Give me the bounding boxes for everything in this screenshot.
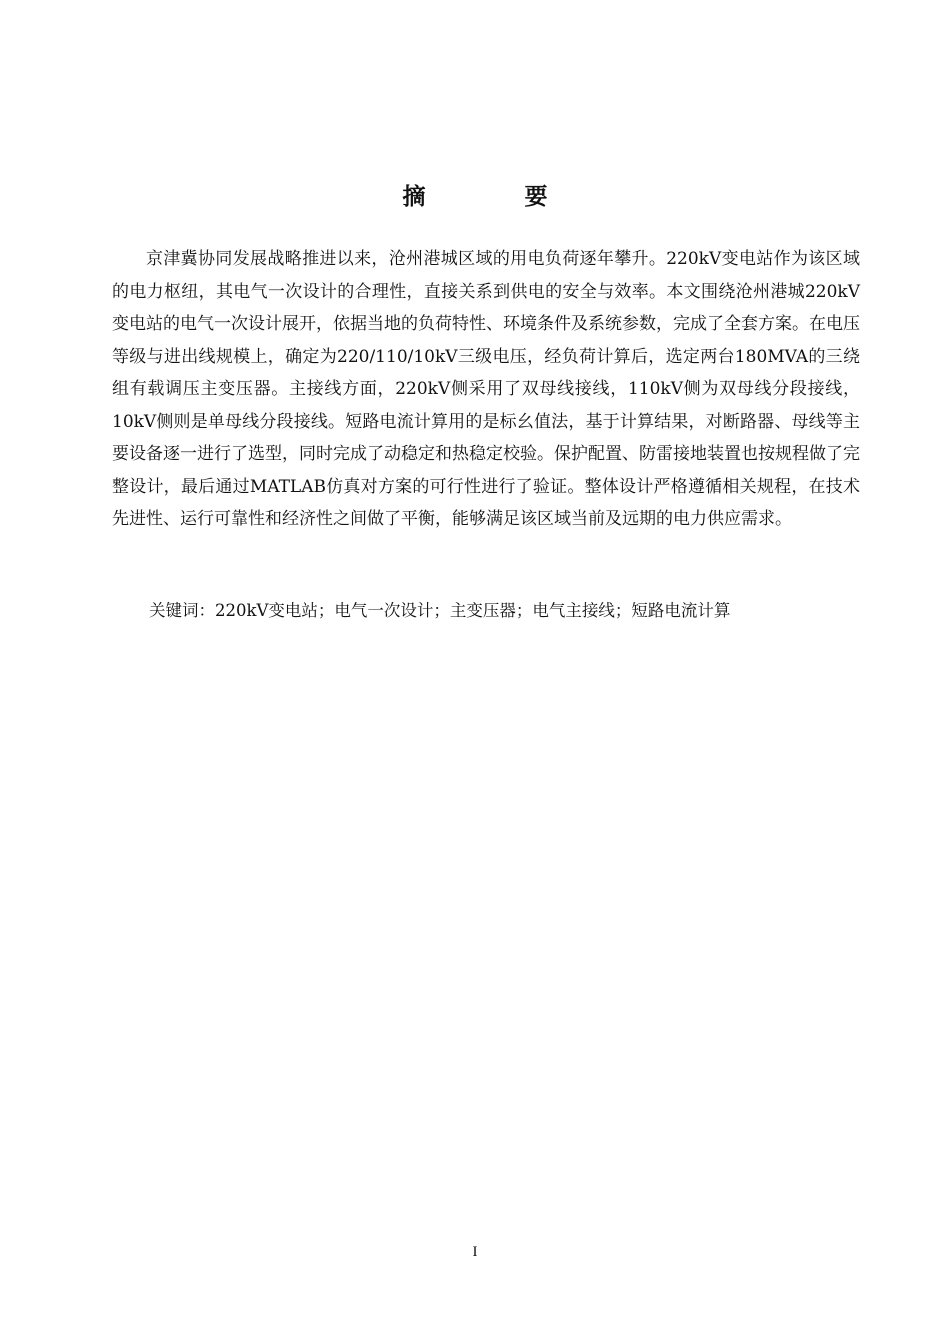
abstract-title: 摘 要	[402, 183, 586, 210]
abstract-body: 京津冀协同发展战略推进以来，沧州港城区域的用电负荷逐年攀升。220kV变电站作为该区域的电力枢纽，其电气一次设计的合理性，直接关系到供电的安全与效率。本文围绕沧州港城220kV变电站的电气一次设计展开，依据当地的负荷特性、环境条件及系统参数，完成了全套方案。在电压等级与进出线规模上，确定为220/110/10kV三级电压，经负荷计算后，选定两台180MVA的三绕组有载调压主变压器。主接线方面，220kV侧采用了双母线接线，110kV侧为双母线分段接线，10kV侧则是单母线分段接线。短路电流计算用的是标幺值法，基于计算结果，对断路器、母线等主要设备逐一进行了选型，同时完成了动稳定和热稳定校验。保护配置、防雷接地装置也按规程做了完整设计，最后通过MATLAB仿真对方案的可行性进行了验证。整体设计严格遵循相关规程，在技术先进性、运行可靠性和经济性之间做了平衡，能够满足该区域当前及远期的电力供应需求。	[112, 249, 860, 529]
page-number: I	[472, 1244, 478, 1260]
keywords-line: 关键词：220kV变电站；电气一次设计；主变压器；电气主接线；短路电流计算	[149, 601, 731, 620]
